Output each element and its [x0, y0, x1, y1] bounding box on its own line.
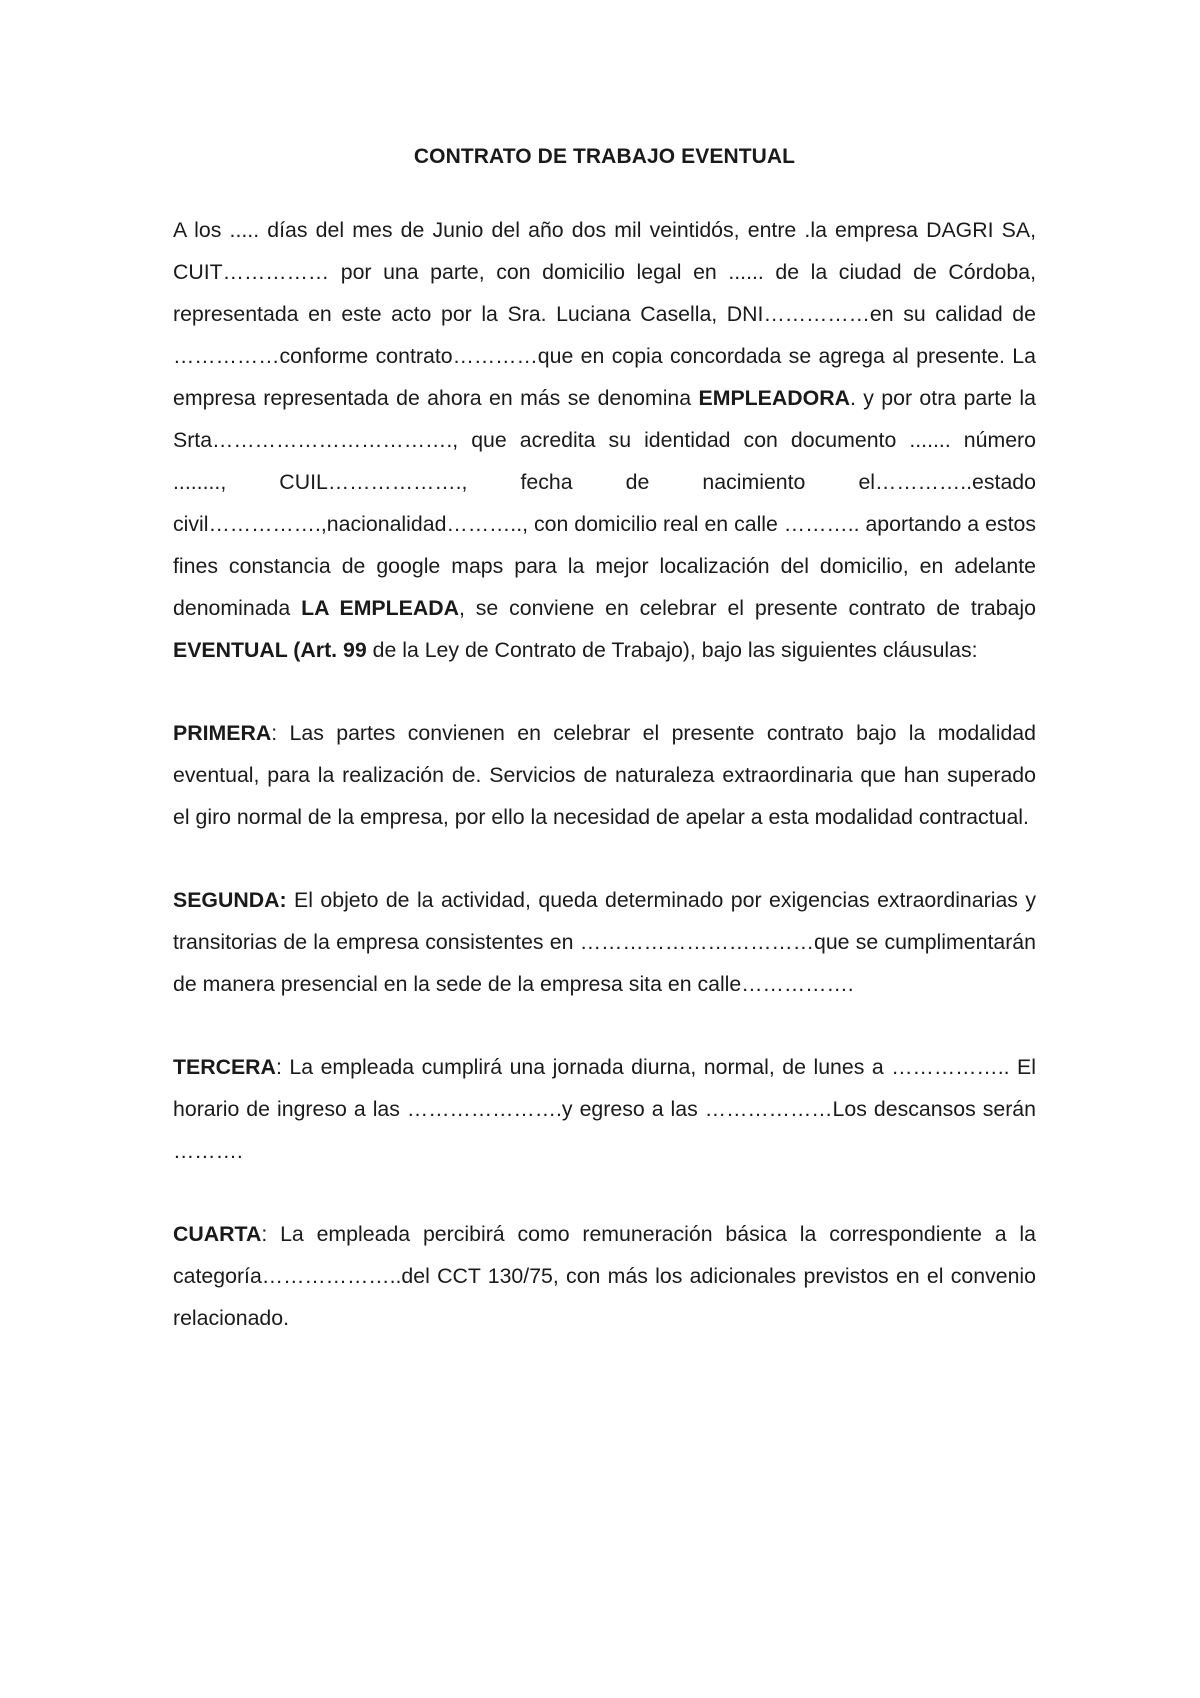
intro-text: , se conviene en celebrar el presente contrato de trabajo	[459, 596, 1036, 620]
clause-separator: :	[271, 721, 290, 745]
clause-separator: :	[279, 888, 295, 912]
paragraph-gap	[173, 671, 1036, 712]
clause-text: El objeto de la actividad, queda determinado por exigencias extraordinarias y transitorias de la empresa consistentes en ……………………………que se cumplimentarán de manera presencial en la sede de la empresa sita en calle…………….	[173, 888, 1037, 996]
clause-text: Las partes convienen en celebrar el presente contrato bajo la modalidad eventual, para la realización de. Servicios de naturaleza extraordinaria que han superado el giro normal de la empresa, por ello la necesidad de apelar a esta modalidad contractual.	[173, 721, 1036, 829]
clause-segunda	[173, 879, 1036, 1005]
clause-label: PRIMERA	[173, 721, 272, 745]
intro-paragraph	[173, 209, 1036, 671]
paragraph-gap	[173, 1005, 1036, 1046]
clause-separator: :	[275, 1055, 290, 1079]
intro-text: A los ..... días del mes de Junio del año dos mil veintidós, entre .la empresa DAGRI SA, CUIT…………… por una parte, con domicilio legal en ...... de la ciudad de Córdoba, representada en este acto por la Sra. Luciana Casella, DNI……………en su calidad de ……………conforme contrato…………que en copia concordada se agrega al presente. La empresa representada de ahora en más se denomina	[173, 218, 1036, 410]
clause-cuarta	[173, 1213, 1036, 1339]
paragraph-gap	[173, 1172, 1036, 1213]
clause-text: La empleada cumplirá una jornada diurna, normal, de lunes a …………….. El horario de ingreso a las ………………….y egreso a las ………………Los descansos serán ……….	[173, 1055, 1036, 1163]
clause-label: TERCERA	[173, 1055, 276, 1079]
intro-bold-term: LA EMPLEADA	[301, 596, 459, 620]
clause-label: CUARTA	[173, 1222, 262, 1246]
paragraph-gap	[173, 838, 1036, 879]
clause-label: SEGUNDA	[173, 888, 280, 912]
clause-tercera	[173, 1046, 1036, 1172]
clause-text: La empleada percibirá como remuneración básica la correspondiente a la categoría………………..del CCT 130/75, con más los adicionales previstos en el convenio relacionado.	[173, 1222, 1036, 1330]
intro-bold-term: EVENTUAL (Art. 99	[173, 638, 367, 662]
clause-separator: :	[261, 1222, 281, 1246]
document-page	[173, 143, 1036, 1339]
intro-text: . y por otra parte la Srta……………………………., que acredita su identidad con documento ....... número ........, CUIL………………., fecha de nacimiento el…………..estado civil…………….,nacionalidad……….., con domicilio real en calle ……….. aportando a estos fines constancia de google maps para la mejor localización del domicilio, en adelante denominada	[173, 386, 1037, 620]
intro-text: de la Ley de Contrato de Trabajo), bajo las siguientes cláusulas:	[366, 638, 978, 662]
clause-primera	[173, 712, 1036, 838]
intro-bold-term: EMPLEADORA	[698, 386, 850, 410]
document-title: CONTRATO DE TRABAJO EVENTUAL	[413, 145, 796, 168]
